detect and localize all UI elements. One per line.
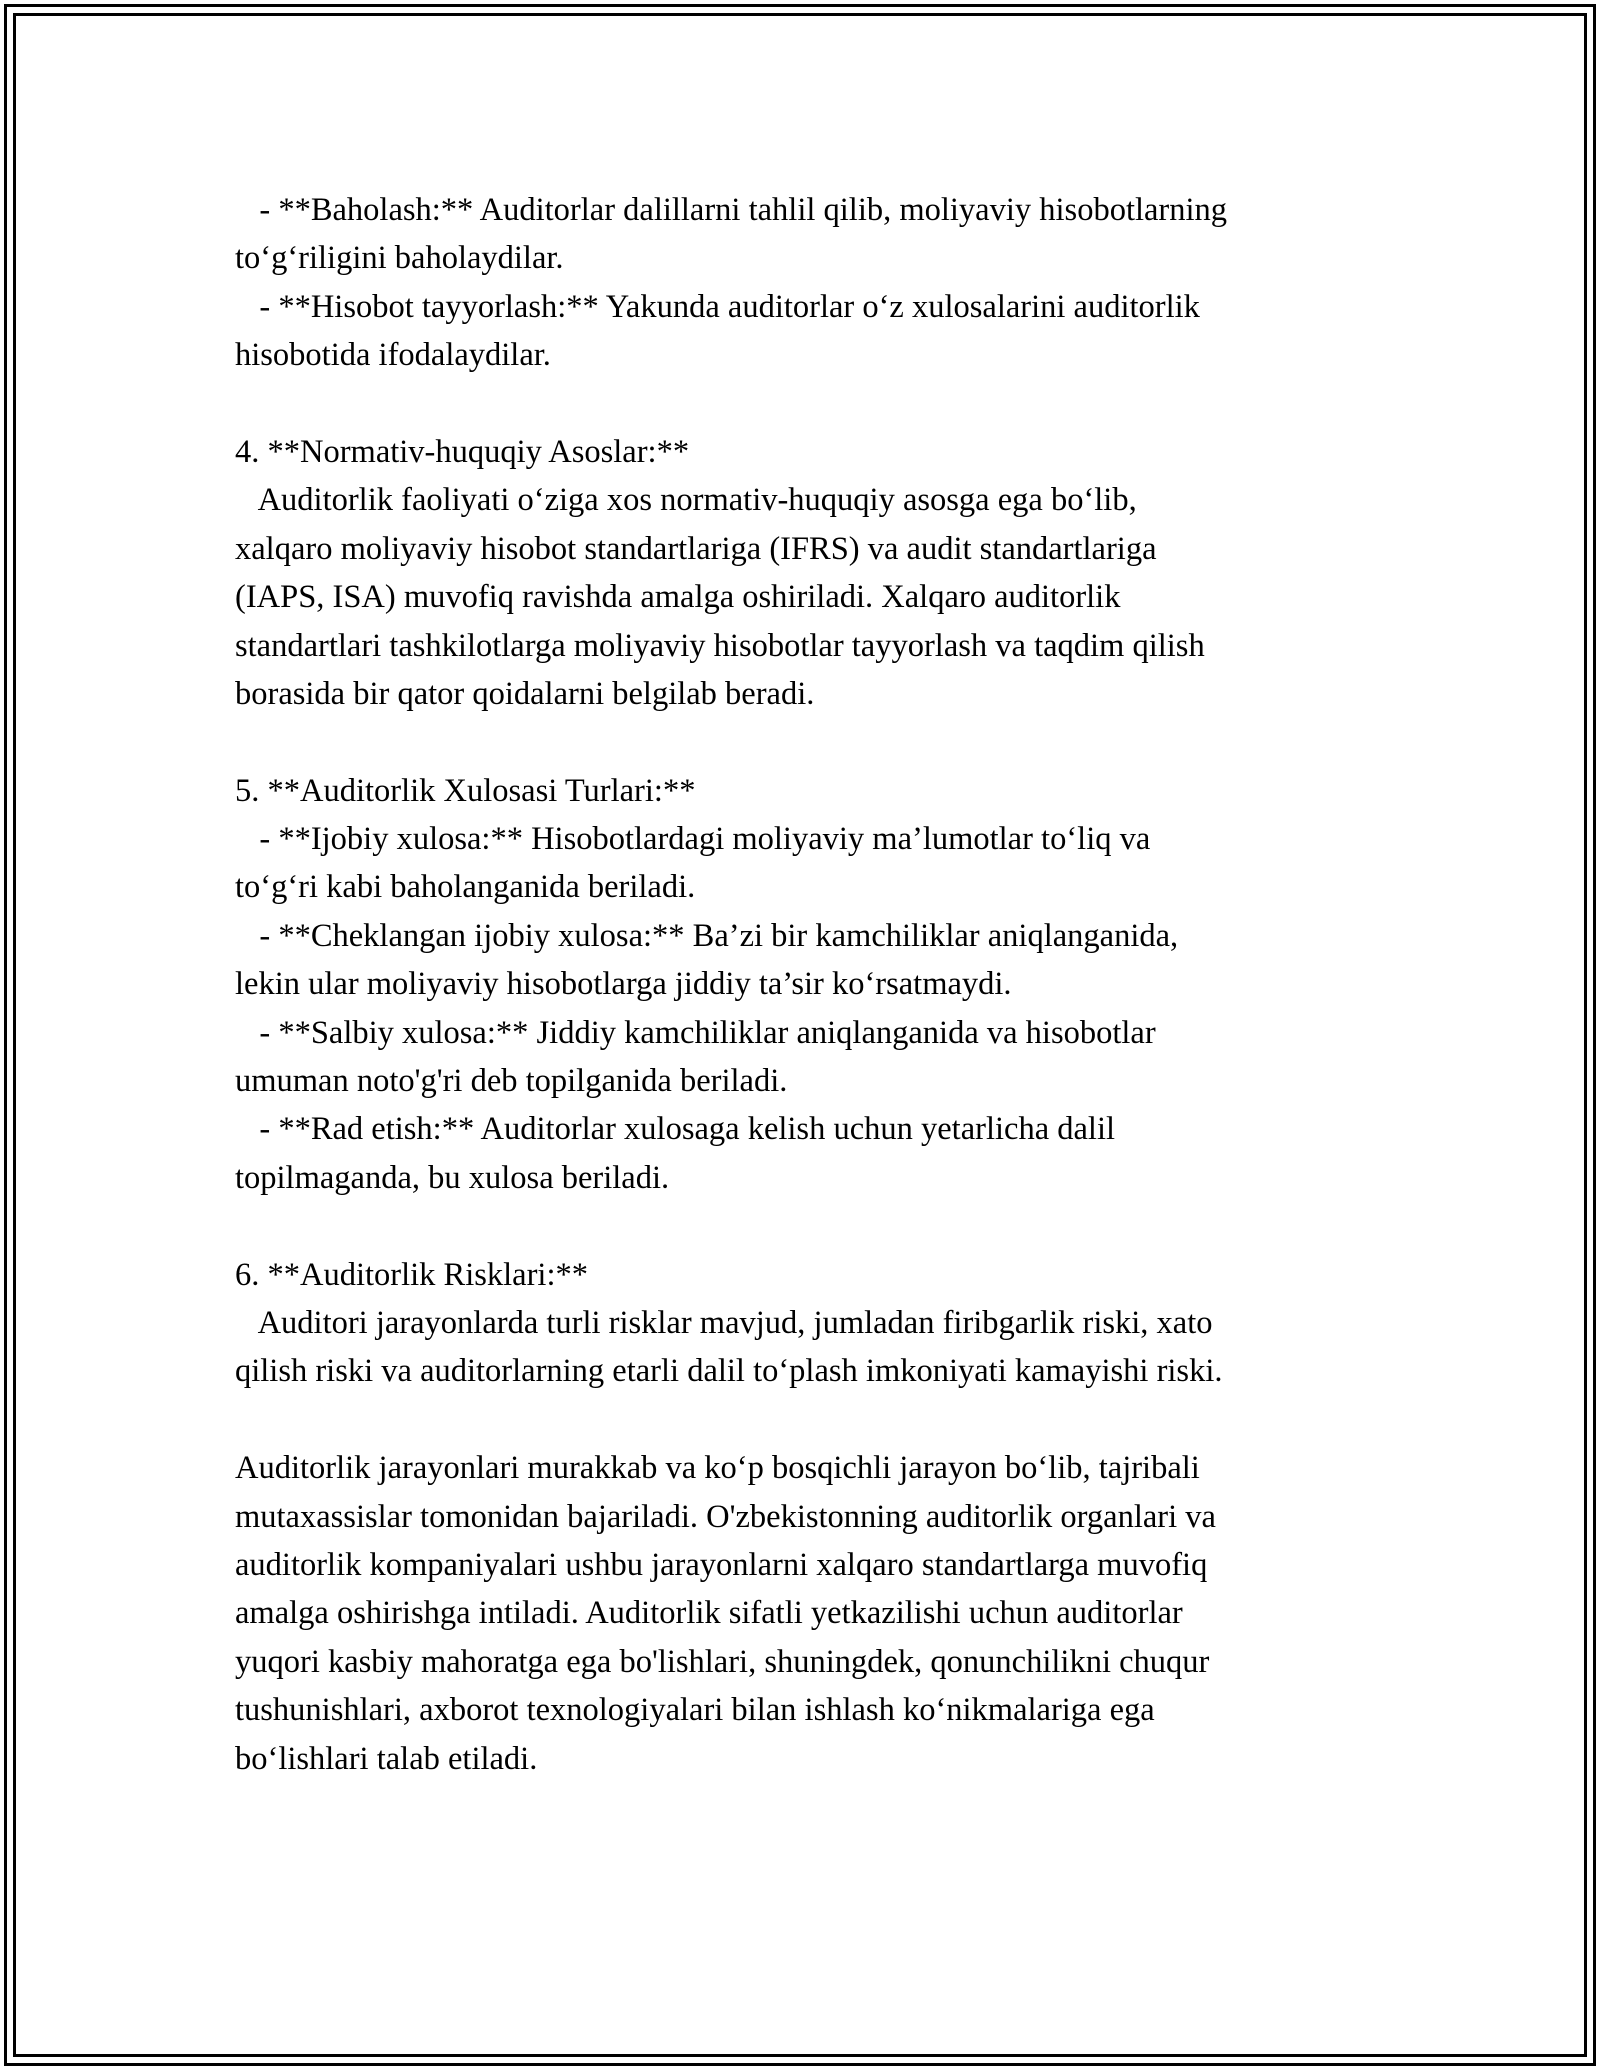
text-line: xalqaro moliyaviy hisobot standartlariga (IFRS) va audit standartlariga — [235, 530, 1157, 567]
text-line: auditorlik kompaniyalari ushbu jarayonlarni xalqaro standartlarga muvofiq — [235, 1546, 1208, 1583]
section-normative-legal-basis — [235, 428, 1365, 718]
document-body — [235, 186, 1365, 1783]
text-line: hisobotida ifodalaydilar. — [235, 337, 551, 374]
paragraph-spacer — [235, 1396, 1365, 1444]
paragraph-spacer — [235, 380, 1365, 428]
text-line: tushunishlari, axborot texnologiyalari bilan ishlash ko‘nikmalariga ega — [235, 1692, 1155, 1729]
text-line: Auditori jarayonlarda turli risklar mavjud, jumladan firibgarlik riski, xato — [235, 1304, 1213, 1341]
text-line: - **Baholash:** Auditorlar dalillarni tahlil qilib, moliyaviy hisobotlarning — [235, 192, 1228, 228]
text-line: - **Hisobot tayyorlash:** Yakunda auditorlar o‘z xulosalarini auditorlik — [235, 288, 1200, 325]
text-line: lekin ular moliyaviy hisobotlarga jiddiy ta’sir ko‘rsatmaydi. — [235, 966, 1012, 1003]
section-heading: 5. **Auditorlik Xulosasi Turlari:** — [235, 772, 696, 809]
text-line: topilmaganda, bu xulosa beriladi. — [235, 1159, 670, 1196]
text-line: - **Rad etish:** Auditorlar xulosaga kelish uchun yetarlicha dalil — [235, 1111, 1116, 1148]
text-line: to‘g‘ri kabi baholanganida beriladi. — [235, 869, 696, 906]
text-line: Auditorlik jarayonlari murakkab va ko‘p bosqichli jarayon bo‘lib, tajribali — [235, 1450, 1200, 1487]
text-line: borasida bir qator qoidalarni belgilab beradi. — [235, 675, 815, 712]
paragraph-spacer — [235, 1202, 1365, 1250]
section-audit-opinion-types — [235, 767, 1365, 1203]
section-audit-risks — [235, 1251, 1365, 1396]
text-line: - **Cheklangan ijobiy xulosa:** Ba’zi bir kamchiliklar aniqlanganida, — [235, 917, 1179, 954]
text-line: to‘g‘riligini baholaydilar. — [235, 240, 564, 277]
text-line: standartlari tashkilotlarga moliyaviy hisobotlar tayyorlash va taqdim qilish — [235, 627, 1205, 664]
text-line: yuqori kasbiy mahoratga ega bo'lishlari, shuningdek, qonunchilikni chuqur — [235, 1643, 1210, 1680]
text-line: - **Salbiy xulosa:** Jiddiy kamchiliklar aniqlanganida va hisobotlar — [235, 1014, 1156, 1051]
text-line: - **Ijobiy xulosa:** Hisobotlardagi moliyaviy ma’lumotlar to‘liq va — [235, 821, 1151, 858]
text-line: bo‘lishlari talab etiladi. — [235, 1740, 538, 1777]
section-heading: 6. **Auditorlik Risklari:** — [235, 1256, 588, 1293]
text-line: amalga oshirishga intiladi. Auditorlik sifatli yetkazilishi uchun auditorlar — [235, 1595, 1183, 1632]
text-line: (IAPS, ISA) muvofiq ravishda amalga oshiriladi. Xalqaro auditorlik — [235, 579, 1121, 616]
paragraph-conclusion — [235, 1444, 1365, 1783]
paragraph-spacer — [235, 718, 1365, 766]
paragraph-evaluation-reporting — [235, 186, 1365, 380]
section-heading: 4. **Normativ-huquqiy Asoslar:** — [235, 433, 690, 470]
text-line: Auditorlik faoliyati o‘ziga xos normativ-huquqiy asosga ega bo‘lib, — [235, 482, 1137, 519]
text-line: mutaxassislar tomonidan bajariladi. O'zbekistonning auditorlik organlari va — [235, 1498, 1216, 1535]
text-line: qilish riski va auditorlarning etarli dalil to‘plash imkoniyati kamayishi riski. — [235, 1353, 1223, 1390]
text-line: umuman noto'g'ri deb topilganida beriladi. — [235, 1063, 788, 1100]
